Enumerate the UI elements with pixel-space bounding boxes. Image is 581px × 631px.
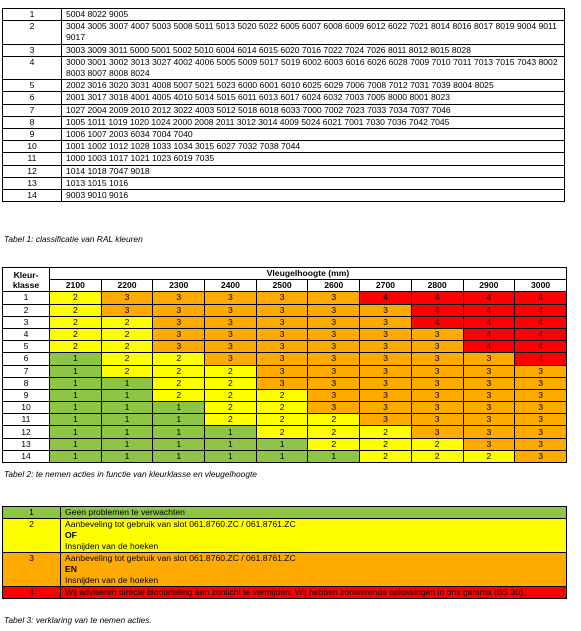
class-number: 3 <box>3 44 62 56</box>
class-number: 14 <box>3 190 62 202</box>
height-column-header: 2200 <box>101 280 153 292</box>
color-class-number: 2 <box>3 304 50 316</box>
ral-codes: 1014 1018 7047 9018 <box>62 165 565 177</box>
ral-class-row <box>3 165 565 177</box>
action-level-cell: 1 <box>153 426 205 438</box>
action-level-cell: 3 <box>256 292 308 304</box>
action-description <box>61 519 567 553</box>
action-level-cell: 1 <box>50 402 102 414</box>
action-level-cell: 3 <box>153 341 205 353</box>
action-level-cell: 2 <box>360 438 412 450</box>
wing-height-header: Vleugelhoogte (mm) <box>50 268 567 280</box>
ral-class-row <box>3 56 565 79</box>
class-number: 13 <box>3 177 62 189</box>
class-number: 2 <box>3 21 62 44</box>
ral-class-row <box>3 177 565 189</box>
action-level-cell: 3 <box>205 341 257 353</box>
color-class-number: 14 <box>3 450 50 462</box>
action-level-cell: 3 <box>360 316 412 328</box>
color-class-header <box>3 268 50 292</box>
action-level-cell: 4 <box>515 328 567 340</box>
action-level-cell: 2 <box>50 328 102 340</box>
action-level-cell: 1 <box>205 438 257 450</box>
action-level-cell: 4 <box>515 292 567 304</box>
action-level-cell: 4 <box>411 304 463 316</box>
action-level-cell: 3 <box>256 341 308 353</box>
action-level-cell: 3 <box>205 316 257 328</box>
class-number: 1 <box>3 9 62 21</box>
action-level-cell: 1 <box>101 389 153 401</box>
action-level-cell: 3 <box>256 377 308 389</box>
action-level-cell: 1 <box>50 377 102 389</box>
action-level-cell: 1 <box>101 450 153 462</box>
action-level-cell: 2 <box>256 389 308 401</box>
color-class-number: 4 <box>3 328 50 340</box>
action-level-cell: 1 <box>256 450 308 462</box>
ral-class-row <box>3 190 565 202</box>
action-level-cell: 4 <box>463 316 515 328</box>
action-level-cell: 2 <box>256 414 308 426</box>
action-legend-row <box>3 519 567 553</box>
color-class-row <box>3 377 567 389</box>
action-level-cell: 2 <box>153 389 205 401</box>
action-level-cell: 1 <box>256 438 308 450</box>
action-level-cell: 3 <box>256 328 308 340</box>
ral-codes: 1000 1003 1017 1021 1023 6019 7035 <box>62 153 565 165</box>
description-line: EN <box>65 564 77 574</box>
action-level-cell: 3 <box>463 377 515 389</box>
ral-class-row <box>3 116 565 128</box>
action-level-cell: 3 <box>411 389 463 401</box>
color-class-number: 10 <box>3 402 50 414</box>
action-level-cell: 2 <box>50 304 102 316</box>
color-class-number: 1 <box>3 292 50 304</box>
action-level-cell: 2 <box>360 426 412 438</box>
action-level-cell: 3 <box>308 377 360 389</box>
action-level-cell: 3 <box>411 377 463 389</box>
action-level-cell: 3 <box>360 414 412 426</box>
action-level-cell: 2 <box>50 316 102 328</box>
action-level-cell: 3 <box>256 316 308 328</box>
action-level-cell: 2 <box>360 450 412 462</box>
action-level-cell: 1 <box>50 389 102 401</box>
action-level-cell: 3 <box>308 328 360 340</box>
color-class-row <box>3 389 567 401</box>
action-level-cell: 3 <box>205 292 257 304</box>
action-level-cell: 3 <box>515 426 567 438</box>
action-level-cell: 1 <box>50 414 102 426</box>
action-level-cell: 4 <box>463 304 515 316</box>
action-level-cell: 2 <box>101 353 153 365</box>
action-level-cell: 1 <box>50 426 102 438</box>
action-level-cell: 3 <box>515 365 567 377</box>
action-level-cell: 2 <box>101 328 153 340</box>
height-column-header: 2300 <box>153 280 205 292</box>
action-level-cell: 1 <box>101 426 153 438</box>
action-level-cell: 1 <box>50 353 102 365</box>
table2-caption: Tabel 2: te nemen acties in functie van kleurklasse en vleugelhoogte <box>4 469 257 479</box>
action-level-cell: 4 <box>411 292 463 304</box>
action-level-cell: 2 <box>308 414 360 426</box>
action-level-cell: 1 <box>50 438 102 450</box>
action-level-cell: 3 <box>256 304 308 316</box>
action-level-cell: 2 <box>205 414 257 426</box>
ral-class-row <box>3 92 565 104</box>
action-level-cell: 2 <box>205 377 257 389</box>
action-level-cell: 3 <box>411 426 463 438</box>
ral-codes: 1027 2004 2009 2010 2012 3022 4003 5012 5018 6018 6033 7000 7002 7023 7033 7034 7037 7046 <box>62 104 565 116</box>
color-class-row <box>3 328 567 340</box>
action-level-cell: 3 <box>411 365 463 377</box>
description-line: OF <box>65 530 77 540</box>
action-level-cell: 1 <box>153 438 205 450</box>
ral-classification-table <box>2 8 565 202</box>
action-level-cell: 3 <box>515 450 567 462</box>
ral-class-row <box>3 141 565 153</box>
color-class-row <box>3 304 567 316</box>
description-line: Aanbeveling tot gebruik van slot 061.8760.ZC / 061.8761.ZC <box>65 519 296 529</box>
class-number: 12 <box>3 165 62 177</box>
action-level-cell: 3 <box>463 365 515 377</box>
action-description <box>61 553 567 587</box>
action-level-cell: 3 <box>463 438 515 450</box>
color-class-row <box>3 426 567 438</box>
action-level-cell: 3 <box>463 426 515 438</box>
action-level-cell: 3 <box>360 304 412 316</box>
action-level-cell: 1 <box>153 402 205 414</box>
height-column-header: 2900 <box>463 280 515 292</box>
action-level-cell: 2 <box>308 426 360 438</box>
color-class-number: 7 <box>3 365 50 377</box>
action-level-cell: 3 <box>101 292 153 304</box>
action-level-cell: 1 <box>205 450 257 462</box>
action-level-cell: 2 <box>411 438 463 450</box>
color-class-row <box>3 341 567 353</box>
height-column-header: 3000 <box>515 280 567 292</box>
action-level-cell: 3 <box>515 414 567 426</box>
table3-caption: Tabel 3: verklaring van te nemen acties. <box>4 615 152 625</box>
action-level-cell: 3 <box>515 377 567 389</box>
action-level-cell: 3 <box>256 353 308 365</box>
action-level-cell: 3 <box>308 316 360 328</box>
ral-codes: 1006 1007 2003 6034 7004 7040 <box>62 129 565 141</box>
color-class-row <box>3 365 567 377</box>
color-class-number: 9 <box>3 389 50 401</box>
action-level-cell: 2 <box>205 389 257 401</box>
ral-class-row <box>3 21 565 44</box>
class-number: 6 <box>3 92 62 104</box>
action-level-cell: 3 <box>205 304 257 316</box>
description-line: Insnijden van de hoeken <box>65 541 159 551</box>
height-column-header: 2100 <box>50 280 102 292</box>
action-legend-row <box>3 553 567 587</box>
action-level-cell: 2 <box>205 402 257 414</box>
description-line: Geen problemen te verwachten <box>65 507 185 517</box>
action-level-cell: 4 <box>515 341 567 353</box>
ral-class-row <box>3 80 565 92</box>
action-level-cell: 4 <box>515 304 567 316</box>
action-level-cell: 4 <box>463 328 515 340</box>
action-level-cell: 2 <box>463 450 515 462</box>
action-level-cell: 3 <box>360 389 412 401</box>
action-level-cell: 3 <box>101 304 153 316</box>
color-class-row <box>3 353 567 365</box>
actions-by-height-table <box>2 267 567 463</box>
ral-codes: 5004 8022 9005 <box>62 9 565 21</box>
action-level-cell: 3 <box>515 402 567 414</box>
height-column-header: 2600 <box>308 280 360 292</box>
action-level-cell: 2 <box>101 316 153 328</box>
action-level-cell: 3 <box>463 414 515 426</box>
color-class-row <box>3 292 567 304</box>
action-level-cell: 3 <box>153 328 205 340</box>
color-class-number: 6 <box>3 353 50 365</box>
color-class-number: 5 <box>3 341 50 353</box>
ral-codes: 1005 1011 1019 1020 1024 2000 2008 2011 3012 3014 4009 5024 6021 7001 7030 7036 7042 7045 <box>62 116 565 128</box>
description-line: Wij adviseren directe blootstelling aan zonlicht te vermijden. Wij hebben zonwerende oplossingen in ons gamma (BS 30). <box>65 587 526 597</box>
action-level-cell: 3 <box>205 353 257 365</box>
action-level-swatch: 3 <box>3 553 61 587</box>
color-class-row <box>3 414 567 426</box>
action-legend-row <box>3 587 567 599</box>
class-number: 10 <box>3 141 62 153</box>
color-class-row <box>3 450 567 462</box>
ral-codes: 2002 3016 3020 3031 4008 5007 5021 5023 6000 6001 6010 6025 6029 7006 7008 7012 7031 7039 8004 8025 <box>62 80 565 92</box>
ral-class-row <box>3 9 565 21</box>
action-level-cell: 1 <box>101 438 153 450</box>
action-level-cell: 1 <box>153 450 205 462</box>
action-level-cell: 3 <box>411 414 463 426</box>
action-level-cell: 2 <box>256 426 308 438</box>
action-level-cell: 4 <box>515 316 567 328</box>
corner-label-line1: Kleur- <box>13 269 39 280</box>
action-level-cell: 1 <box>308 450 360 462</box>
action-level-cell: 2 <box>50 292 102 304</box>
action-legend-table <box>2 506 567 599</box>
action-level-cell: 3 <box>308 402 360 414</box>
height-column-header: 2700 <box>360 280 412 292</box>
action-level-cell: 3 <box>153 316 205 328</box>
action-level-cell: 3 <box>463 389 515 401</box>
action-level-cell: 4 <box>463 341 515 353</box>
action-level-cell: 2 <box>50 341 102 353</box>
action-level-cell: 3 <box>308 365 360 377</box>
action-level-cell: 4 <box>360 292 412 304</box>
color-class-row <box>3 316 567 328</box>
action-legend-row <box>3 507 567 519</box>
action-level-cell: 1 <box>50 365 102 377</box>
corner-label-line2: klasse <box>12 279 40 290</box>
action-level-cell: 3 <box>463 402 515 414</box>
color-class-number: 13 <box>3 438 50 450</box>
action-level-cell: 3 <box>463 353 515 365</box>
description-line: Insnijden van de hoeken <box>65 575 159 585</box>
ral-codes: 3004 3005 3007 4007 5003 5008 5011 5013 5020 5022 6005 6007 6008 6009 6012 6022 7021 8014 8016 8017 8019 9004 9011 9017 <box>62 21 565 44</box>
class-number: 7 <box>3 104 62 116</box>
action-level-cell: 3 <box>411 353 463 365</box>
action-level-cell: 1 <box>50 450 102 462</box>
action-level-cell: 2 <box>411 450 463 462</box>
action-level-cell: 3 <box>205 328 257 340</box>
ral-class-row <box>3 153 565 165</box>
action-level-swatch: 1 <box>3 507 61 519</box>
action-level-cell: 2 <box>101 365 153 377</box>
ral-class-row <box>3 129 565 141</box>
action-level-cell: 3 <box>411 402 463 414</box>
action-level-cell: 3 <box>360 353 412 365</box>
action-level-cell: 3 <box>360 377 412 389</box>
action-level-cell: 3 <box>308 341 360 353</box>
action-level-cell: 3 <box>308 389 360 401</box>
action-level-cell: 3 <box>308 292 360 304</box>
action-level-cell: 3 <box>515 438 567 450</box>
action-level-cell: 3 <box>360 365 412 377</box>
class-number: 5 <box>3 80 62 92</box>
ral-codes: 3000 3001 3002 3013 3027 4002 4006 5005 5009 5017 5019 6002 6003 6016 6026 6028 7009 7010 7011 7013 7015 7043 8002 8003 8007 8008 8024 <box>62 56 565 79</box>
action-level-cell: 3 <box>360 402 412 414</box>
class-number: 8 <box>3 116 62 128</box>
ral-codes: 3003 3009 3011 5000 5001 5002 5010 6004 6014 6015 6020 7016 7022 7024 7026 8011 8012 8015 8028 <box>62 44 565 56</box>
action-level-cell: 3 <box>360 341 412 353</box>
height-column-header: 2500 <box>256 280 308 292</box>
color-class-number: 3 <box>3 316 50 328</box>
action-level-swatch: 2 <box>3 519 61 553</box>
action-level-swatch: 4 <box>3 587 61 599</box>
color-class-row <box>3 402 567 414</box>
action-level-cell: 4 <box>515 353 567 365</box>
action-level-cell: 4 <box>411 316 463 328</box>
action-level-cell: 2 <box>153 365 205 377</box>
color-class-row <box>3 438 567 450</box>
table1-caption: Tabel 1: classificatie van RAL kleuren <box>4 234 143 244</box>
action-level-cell: 1 <box>101 402 153 414</box>
ral-codes: 1013 1015 1016 <box>62 177 565 189</box>
action-description <box>61 507 567 519</box>
ral-class-row <box>3 104 565 116</box>
action-level-cell: 1 <box>205 426 257 438</box>
action-level-cell: 3 <box>153 304 205 316</box>
action-level-cell: 3 <box>308 353 360 365</box>
class-number: 11 <box>3 153 62 165</box>
action-level-cell: 1 <box>153 414 205 426</box>
action-level-cell: 3 <box>411 341 463 353</box>
action-level-cell: 2 <box>256 402 308 414</box>
action-level-cell: 1 <box>101 377 153 389</box>
ral-codes: 9003 9010 9016 <box>62 190 565 202</box>
action-level-cell: 3 <box>256 365 308 377</box>
color-class-number: 11 <box>3 414 50 426</box>
class-number: 4 <box>3 56 62 79</box>
color-class-number: 8 <box>3 377 50 389</box>
action-level-cell: 3 <box>153 292 205 304</box>
height-column-header: 2400 <box>205 280 257 292</box>
action-level-cell: 2 <box>205 365 257 377</box>
action-level-cell: 1 <box>101 414 153 426</box>
class-number: 9 <box>3 129 62 141</box>
action-description <box>61 587 567 599</box>
action-level-cell: 2 <box>153 353 205 365</box>
color-class-number: 12 <box>3 426 50 438</box>
ral-codes: 1001 1002 1012 1028 1033 1034 3015 6027 7032 7038 7044 <box>62 141 565 153</box>
action-level-cell: 4 <box>463 292 515 304</box>
action-level-cell: 3 <box>515 389 567 401</box>
action-level-cell: 3 <box>360 328 412 340</box>
ral-codes: 2001 3017 3018 4001 4005 4010 5014 5015 6011 6013 6017 6024 6032 7003 7005 8000 8001 8023 <box>62 92 565 104</box>
description-line: Aanbeveling tot gebruik van slot 061.8760.ZC / 061.8761.ZC <box>65 553 296 563</box>
action-level-cell: 2 <box>153 377 205 389</box>
action-level-cell: 2 <box>101 341 153 353</box>
action-level-cell: 3 <box>308 304 360 316</box>
height-column-header: 2800 <box>411 280 463 292</box>
action-level-cell: 2 <box>308 438 360 450</box>
action-level-cell: 3 <box>411 328 463 340</box>
ral-class-row <box>3 44 565 56</box>
